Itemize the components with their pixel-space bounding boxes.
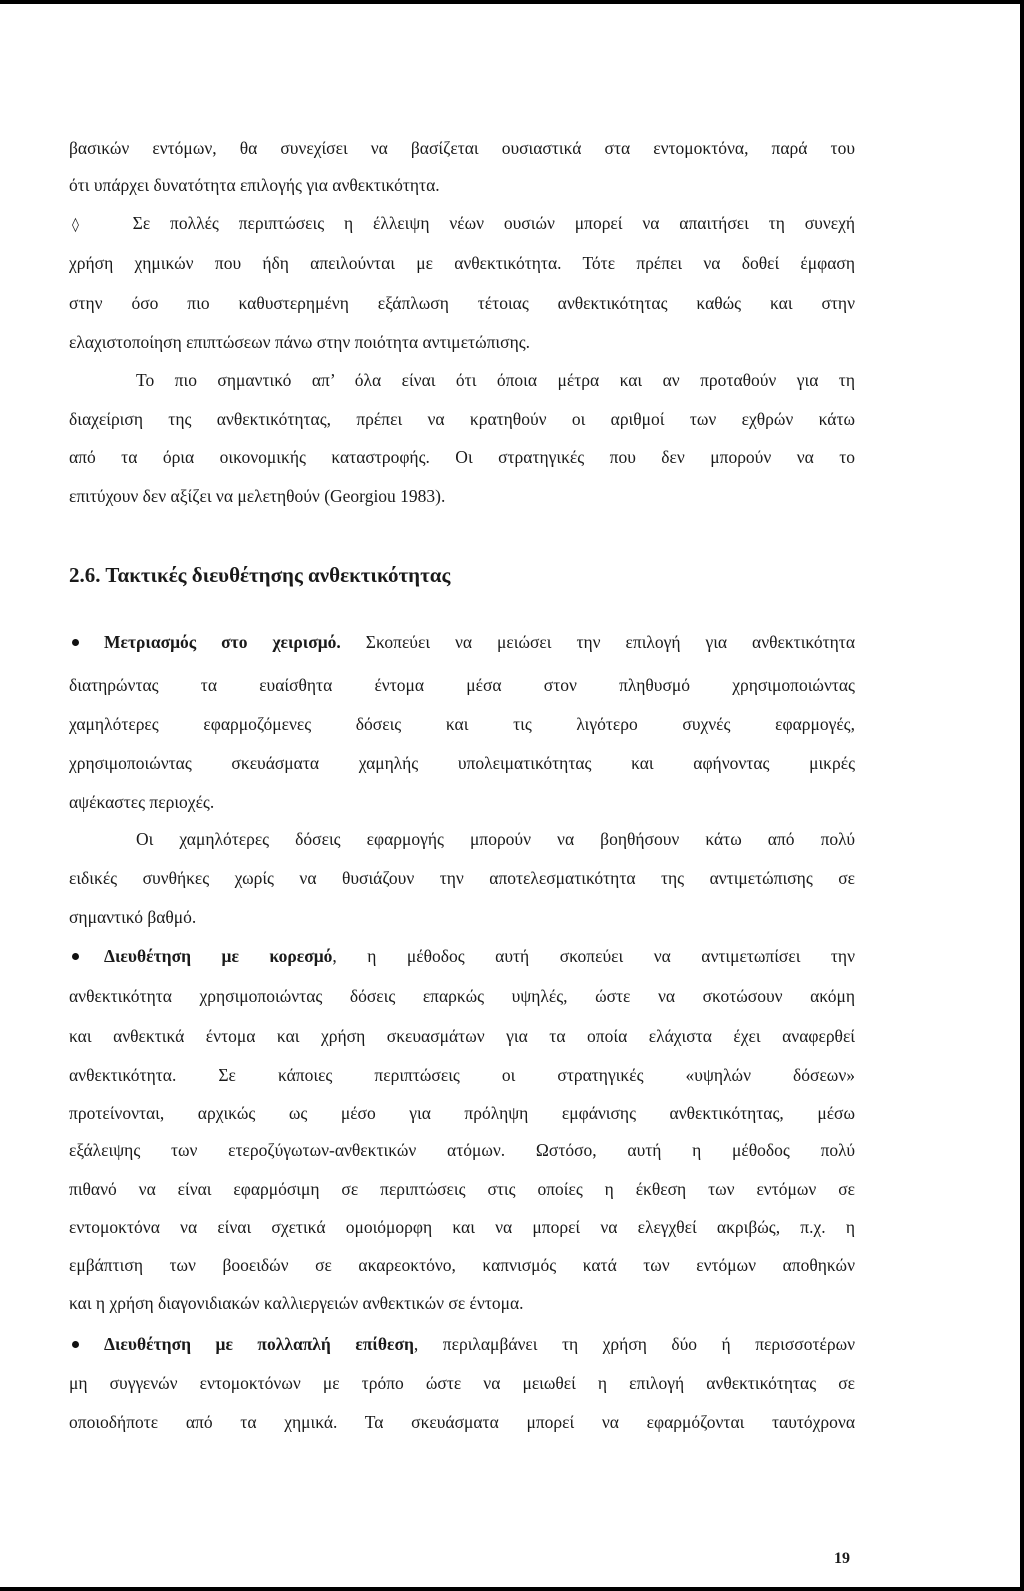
text-line: διαχείριση της ανθεκτικότητας, πρέπει να κρατηθούν οι αριθμοί των εχθρών κάτω bbox=[69, 409, 855, 429]
text-line: χαμηλότερες εφαρμοζόμενες δόσεις και τις λιγότερο συχνές εφαρμογές, bbox=[69, 714, 855, 734]
bold-term: Μετριασμός στο χειρισμό. bbox=[104, 632, 341, 652]
bold-term: Διευθέτηση με κορεσμό bbox=[104, 946, 333, 966]
scan-border-top bbox=[0, 0, 1024, 4]
text-line: εντομοκτόνα να είναι σχετικά ομοιόμορφη και να μπορεί να ελεγχθεί ακριβώς, π.χ. η bbox=[69, 1217, 855, 1237]
text-line: εμβάπτιση των βοοειδών σε ακαρεοκτόνο, καπνισμός κατά των εντόμων αποθηκών bbox=[69, 1255, 855, 1275]
section-heading: 2.6. Τακτικές διευθέτησης ανθεκτικότητας bbox=[69, 563, 451, 587]
text-line: αψέκαστες περιοχές. bbox=[69, 792, 215, 812]
text-line: σημαντικό βαθμό. bbox=[69, 907, 197, 927]
text-line: ειδικές συνθήκες χωρίς να θυσιάζουν την αποτελεσματικότητα της αντιμετώπισης σε bbox=[69, 868, 855, 888]
list-item bbox=[104, 945, 855, 967]
text-line: βασικών εντόμων, θα συνεχίσει να βασίζεται ουσιαστικά στα εντομοκτόνα, παρά του bbox=[69, 138, 855, 158]
bullet-icon bbox=[72, 639, 79, 646]
text-line: , η μέθοδος αυτή σκοπεύει να αντιμετωπίσει την bbox=[332, 946, 855, 966]
bullet-icon bbox=[72, 1341, 79, 1348]
text-line: από τα όρια οικονομικής καταστροφής. Οι στρατηγικές που δεν μπορούν να το bbox=[69, 447, 855, 467]
bold-term: Διευθέτηση με πολλαπλή επίθεση bbox=[104, 1334, 414, 1354]
list-item bbox=[104, 631, 855, 653]
text-line: οποιοδήποτε από τα χημικά. Τα σκευάσματα μπορεί να εφαρμόζονται ταυτόχρονα bbox=[69, 1412, 855, 1432]
page-number: 19 bbox=[834, 1550, 850, 1567]
text-line: μη συγγενών εντομοκτόνων με τρόπο ώστε να μειωθεί η επιλογή ανθεκτικότητας σε bbox=[69, 1373, 855, 1393]
text-line: ελαχιστοποίηση επιπτώσεων πάνω στην ποιότητα αντιμετώπισης. bbox=[69, 332, 531, 352]
diamond-bullet-icon: ◊ bbox=[72, 217, 79, 233]
text-line: χρησιμοποιώντας σκευάσματα χαμηλής υπολειματικότητας και αφήνοντας μικρές bbox=[69, 753, 855, 773]
text-line: προτείνονται, αρχικώς ως μέσο για πρόληψη εμφάνισης ανθεκτικότητας, μέσω bbox=[69, 1103, 855, 1123]
text-line: Το πιο σημαντικό απ’ όλα είναι ότι όποια μέτρα και αν προταθούν για τη bbox=[136, 370, 855, 390]
text-line: διατηρώντας τα ευαίσθητα έντομα μέσα στον πληθυσμό χρησιμοποιώντας bbox=[69, 675, 855, 695]
text-line: επιτύχουν δεν αξίζει να μελετηθούν (Georgiou 1983). bbox=[69, 486, 446, 506]
text-line: χρήση χημικών που ήδη απειλούνται με ανθεκτικότητα. Τότε πρέπει να δοθεί έμφαση bbox=[69, 253, 855, 273]
scan-border-bottom bbox=[0, 1587, 1024, 1591]
list-item bbox=[72, 212, 855, 236]
text-line: εξάλειψης των ετεροζύγωτων-ανθεκτικών ατόμων. Ωστόσο, αυτή η μέθοδος πολύ bbox=[69, 1140, 855, 1160]
text-line: στην όσο πιο καθυστερημένη εξάπλωση τέτοιας ανθεκτικότητας καθώς και στην bbox=[69, 293, 855, 313]
text-line: πιθανό να είναι εφαρμόσιμη σε περιπτώσεις στις οποίες η έκθεση των εντόμων σε bbox=[69, 1179, 855, 1199]
text-line: Σκοπεύει να μειώσει την επιλογή για ανθεκτικότητα bbox=[340, 632, 855, 652]
text-line: και η χρήση διαγονιδιακών καλλιεργειών ανθεκτικών σε έντομα. bbox=[69, 1293, 524, 1313]
text-line: Σε πολλές περιπτώσεις η έλλειψη νέων ουσιών μπορεί να απαιτήσει τη συνεχή bbox=[132, 213, 855, 233]
bullet-icon bbox=[72, 953, 79, 960]
text-line: Οι χαμηλότερες δόσεις εφαρμογής μπορούν να βοηθήσουν κάτω από πολύ bbox=[136, 829, 855, 849]
scan-border-right bbox=[1020, 0, 1024, 1591]
text-line: , περιλαμβάνει τη χρήση δύο ή περισσοτέρων bbox=[413, 1334, 855, 1354]
text-line: ανθεκτικότητα χρησιμοποιώντας δόσεις επαρκώς υψηλές, ώστε να σκοτώσουν ακόμη bbox=[69, 986, 855, 1006]
text-line: ότι υπάρχει δυνατότητα επιλογής για ανθεκτικότητα. bbox=[69, 175, 440, 195]
list-item bbox=[104, 1333, 855, 1355]
text-line: ανθεκτικότητα. Σε κάποιες περιπτώσεις οι στρατηγικές «υψηλών δόσεων» bbox=[69, 1065, 855, 1085]
text-line: και ανθεκτικά έντομα και χρήση σκευασμάτων για τα οποία ελάχιστα έχει αναφερθεί bbox=[69, 1026, 855, 1046]
